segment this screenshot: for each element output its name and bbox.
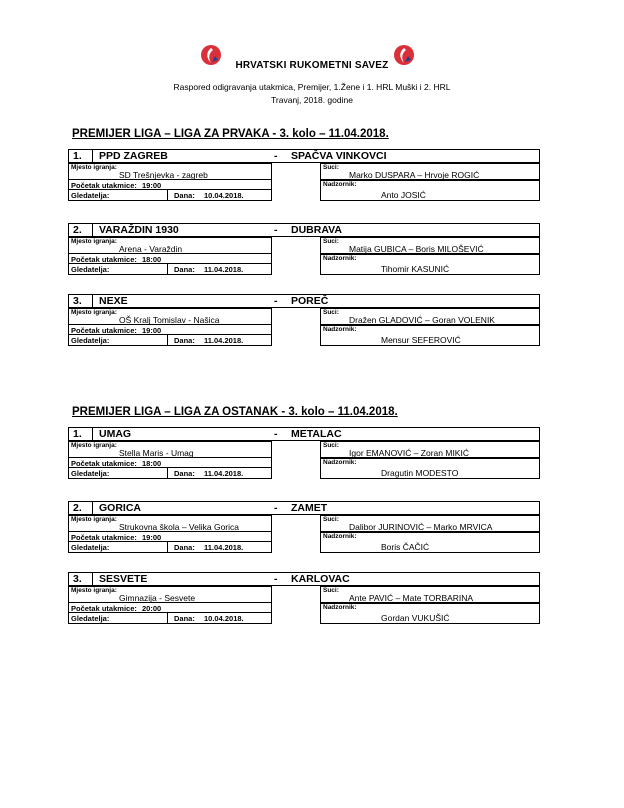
venue-value: OŠ Kralj Tomislav - Našica (119, 315, 220, 325)
spectators-label: Gledatelja: (71, 614, 110, 623)
venue-value: Arena - Varaždin (119, 244, 183, 254)
supervisor-label: Nadzornik: (323, 326, 357, 333)
venue-label: Mjesto igranja: (71, 164, 117, 171)
match-header-bar (68, 294, 540, 308)
date-value: 11.04.2018. (204, 469, 244, 478)
date-cell (167, 612, 272, 624)
date-cell (167, 189, 272, 201)
referees-label: Suci: (323, 164, 339, 171)
away-team: METALAC (291, 428, 342, 440)
supervisor-label: Nadzornik: (323, 533, 357, 540)
supervisor-cell (320, 325, 540, 346)
spectators-label: Gledatelja: (71, 336, 110, 345)
referees-value: Dražen GLADOVIĆ – Goran VOLENIK (349, 315, 495, 325)
match-number: 3. (73, 573, 82, 585)
venue-cell (68, 441, 272, 458)
referees-cell (320, 586, 540, 603)
home-team: PPD ZAGREB (99, 150, 168, 162)
match-block (68, 427, 540, 485)
kickoff-value: 18:00 (142, 255, 162, 264)
match-header-bar (68, 427, 540, 441)
home-team: VARAŽDIN 1930 (99, 224, 179, 236)
supervisor-cell (320, 603, 540, 624)
home-team: GORICA (99, 502, 141, 514)
team-separator: - (274, 428, 278, 440)
referees-label: Suci: (323, 238, 339, 245)
match-number-divider (92, 149, 93, 163)
match-block (68, 294, 540, 352)
venue-value: SD Trešnjevka - zagreb (119, 170, 208, 180)
match-header-bar (68, 501, 540, 515)
supervisor-label: Nadzornik: (323, 181, 357, 188)
referees-cell (320, 441, 540, 458)
venue-value: Gimnazija - Sesvete (119, 593, 196, 603)
match-number: 2. (73, 502, 82, 514)
away-team: POREČ (291, 295, 329, 307)
schedule-subtitle: Raspored odigravanja utakmica, Premijer, 1.Žene i 1. HRL Muški i 2. HRL (173, 82, 451, 92)
team-separator: - (274, 502, 278, 514)
team-separator: - (274, 224, 278, 236)
venue-cell (68, 308, 272, 325)
supervisor-value: Boris ČAČIĆ (381, 542, 430, 552)
match-header-bar (68, 223, 540, 237)
date-label: Dana: (174, 191, 195, 200)
venue-label: Mjesto igranja: (71, 516, 117, 523)
away-team: ZAMET (291, 502, 328, 514)
home-team: NEXE (99, 295, 128, 307)
schedule-period: Travanj, 2018. godine (271, 95, 353, 105)
referees-cell (320, 163, 540, 180)
referees-value: Marko DUSPARA – Hrvoje ROGIĆ (349, 170, 480, 180)
date-value: 11.04.2018. (204, 543, 244, 552)
spectators-label: Gledatelja: (71, 265, 110, 274)
supervisor-label: Nadzornik: (323, 459, 357, 466)
match-number: 2. (73, 224, 82, 236)
referees-label: Suci: (323, 516, 339, 523)
date-label: Dana: (174, 469, 195, 478)
match-number-divider (92, 427, 93, 441)
venue-label: Mjesto igranja: (71, 587, 117, 594)
spectators-cell (68, 612, 168, 624)
kickoff-value: 19:00 (142, 181, 162, 190)
kickoff-value: 19:00 (142, 533, 162, 542)
referees-label: Suci: (323, 309, 339, 316)
match-block (68, 501, 540, 559)
team-separator: - (274, 295, 278, 307)
kickoff-label: Početak utakmice: (71, 255, 137, 264)
referees-cell (320, 308, 540, 325)
supervisor-cell (320, 532, 540, 553)
venue-cell (68, 515, 272, 532)
kickoff-value: 20:00 (142, 604, 162, 613)
home-team: SESVETE (99, 573, 148, 585)
venue-label: Mjesto igranja: (71, 309, 117, 316)
match-number: 3. (73, 295, 82, 307)
spectators-cell (68, 263, 168, 275)
match-number: 1. (73, 150, 82, 162)
referees-cell (320, 515, 540, 532)
referees-label: Suci: (323, 442, 339, 449)
referees-cell (320, 237, 540, 254)
venue-cell (68, 586, 272, 603)
spectators-cell (68, 467, 168, 479)
supervisor-value: Dragutin MODESTO (381, 468, 459, 478)
section-title: PREMIJER LIGA – LIGA ZA OSTANAK - 3. kolo – 11.04.2018. (72, 406, 398, 418)
date-label: Dana: (174, 614, 195, 623)
venue-cell (68, 237, 272, 254)
match-number-divider (92, 294, 93, 308)
referees-label: Suci: (323, 587, 339, 594)
supervisor-cell (320, 254, 540, 275)
venue-value: Strukovna škola – Velika Gorica (119, 522, 240, 532)
date-cell (167, 334, 272, 346)
date-label: Dana: (174, 336, 195, 345)
spectators-cell (68, 334, 168, 346)
referees-value: Ante PAVIĆ – Mate TORBARINA (349, 593, 474, 603)
date-value: 11.04.2018. (204, 336, 244, 345)
spectators-label: Gledatelja: (71, 543, 110, 552)
home-team: UMAG (99, 428, 132, 440)
venue-cell (68, 163, 272, 180)
spectators-label: Gledatelja: (71, 191, 110, 200)
match-block (68, 223, 540, 281)
supervisor-label: Nadzornik: (323, 604, 357, 611)
date-value: 10.04.2018. (204, 191, 244, 200)
venue-label: Mjesto igranja: (71, 238, 117, 245)
kickoff-label: Početak utakmice: (71, 181, 137, 190)
kickoff-value: 18:00 (142, 459, 162, 468)
away-team: KARLOVAC (291, 573, 350, 585)
team-separator: - (274, 573, 278, 585)
kickoff-value: 19:00 (142, 326, 162, 335)
supervisor-cell (320, 180, 540, 201)
venue-label: Mjesto igranja: (71, 442, 117, 449)
date-label: Dana: (174, 265, 195, 274)
match-header-bar (68, 572, 540, 586)
supervisor-value: Tihomir KASUNIĆ (381, 264, 450, 274)
team-separator: - (274, 150, 278, 162)
date-value: 10.04.2018. (204, 614, 244, 623)
supervisor-value: Mensur SEFEROVIĆ (381, 335, 461, 345)
date-cell (167, 541, 272, 553)
date-label: Dana: (174, 543, 195, 552)
referees-value: Matija GUBICA – Boris MILOŠEVIĆ (349, 244, 484, 254)
match-block (68, 149, 540, 207)
kickoff-label: Početak utakmice: (71, 604, 137, 613)
supervisor-cell (320, 458, 540, 479)
match-number: 1. (73, 428, 82, 440)
date-value: 11.04.2018. (204, 265, 244, 274)
spectators-cell (68, 541, 168, 553)
match-number-divider (92, 223, 93, 237)
away-team: SPAČVA VINKOVCI (291, 150, 387, 162)
match-block (68, 572, 540, 630)
section-title: PREMIJER LIGA – LIGA ZA PRVAKA - 3. kolo – 11.04.2018. (72, 128, 389, 140)
referees-value: Dalibor JURINOVIĆ – Marko MRVICA (349, 522, 493, 532)
supervisor-value: Anto JOSIĆ (381, 190, 426, 200)
match-header-bar (68, 149, 540, 163)
spectators-cell (68, 189, 168, 201)
date-cell (167, 467, 272, 479)
date-cell (167, 263, 272, 275)
away-team: DUBRAVA (291, 224, 342, 236)
supervisor-value: Gordan VUKUŠIĆ (381, 613, 450, 623)
referees-value: Igor EMANOVIĆ – Zoran MIKIĆ (349, 448, 469, 458)
kickoff-label: Početak utakmice: (71, 533, 137, 542)
kickoff-label: Početak utakmice: (71, 326, 137, 335)
supervisor-label: Nadzornik: (323, 255, 357, 262)
federation-name: HRVATSKI RUKOMETNI SAVEZ (235, 60, 389, 71)
spectators-label: Gledatelja: (71, 469, 110, 478)
venue-value: Stella Maris - Umag (119, 448, 194, 458)
kickoff-label: Početak utakmice: (71, 459, 137, 468)
match-number-divider (92, 501, 93, 515)
match-number-divider (92, 572, 93, 586)
